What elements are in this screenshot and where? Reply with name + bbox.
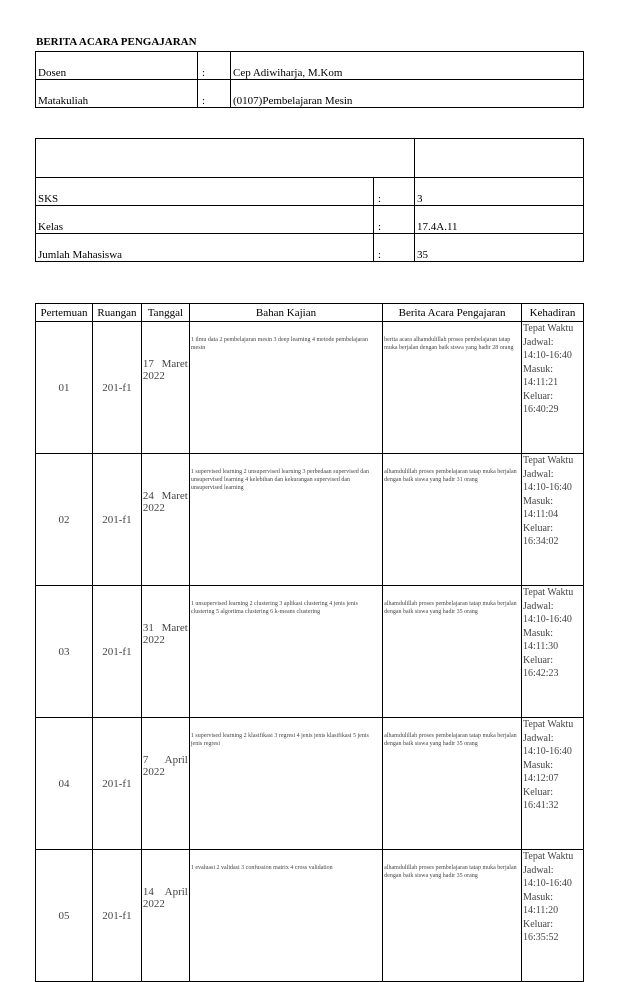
teaching-report-cell: alhamdulillah proses pembelajaran tatap muka berjalan dengan baik siswa yang hadir 35 orang [383,850,522,982]
date-day: 24 [142,490,154,502]
attendance-line: Tepat Waktu [523,323,574,334]
attendance-line: Keluar: [523,918,553,930]
teaching-report-cell: berita acara alhamdulillah proses pembelajaran tatap muka berjalan dengan baik siswa yang hadir 28 orang [383,322,522,454]
room-cell: 201-f1 [92,322,141,454]
teaching-report-cell: alhamdulillah proses pembelajaran tatap muka berjalan dengan baik siswa yang hadir 35 orang [383,586,522,718]
date-month: April [164,754,188,766]
info-label: Dosen [36,52,198,80]
table-header-row [36,304,584,322]
header-ruangan: Ruangan [92,304,141,322]
info-colon: : [198,52,231,80]
attendance-line: 14:10-16:40 [523,878,572,889]
info-value: (0107)Pembelajaran Mesin [231,80,584,108]
study-material-cell: 1 evaluasi 2 validasi 3 confussion matrix 4 cross validation [189,850,382,982]
info-row-kelas [36,206,584,234]
info-row-sks [36,178,584,206]
attendance-line: Keluar: [523,786,553,798]
attendance-line: Jadwal: [523,468,554,480]
teaching-log-table [35,303,584,982]
lecturer-info-table [35,51,584,108]
header-tanggal: Tanggal [141,304,189,322]
attendance-cell [522,718,584,850]
attendance-line: Keluar: [523,654,553,666]
table-row [36,586,584,718]
attendance-line: Jadwal: [523,600,554,612]
meeting-number: 02 [36,454,93,586]
date-cell [141,586,189,718]
attendance-line: 16:42:23 [523,668,559,679]
meeting-number: 04 [36,718,93,850]
date-day: 17 [142,358,154,370]
attendance-line: Masuk: [523,759,553,771]
info-label: Kelas [36,206,374,234]
info-row-dosen [36,52,584,80]
attendance-cell [522,850,584,982]
info-value: Cep Adiwiharja, M.Kom [231,52,584,80]
attendance-line: Tepat Waktu [523,455,574,466]
study-material-cell: 1 unsupervised learning 2 clustering 3 aplikasi clustering 4 jenis jenis clustering 5 algoritma clustering 6 k-means clustering [189,586,382,718]
header-kehadiran: Kehadiran [522,304,584,322]
date-day: 7 [142,754,149,766]
blank-header-row [36,139,584,178]
study-material-cell: 1 supervised learning 2 klasifikasi 3 regresi 4 jenis jenis klasifikasi 5 jenis jenis regresi [189,718,382,850]
attendance-line: Jadwal: [523,732,554,744]
info-colon: : [374,234,415,262]
attendance-cell [522,586,584,718]
meeting-number: 03 [36,586,93,718]
blank-cell [415,139,584,178]
attendance-line: Tepat Waktu [523,851,574,862]
info-label: Matakuliah [36,80,198,108]
attendance-line: Masuk: [523,891,553,903]
room-cell: 201-f1 [92,718,141,850]
info-value: 35 [415,234,584,262]
attendance-line: 16:40:29 [523,404,559,415]
attendance-line: 14:11:30 [523,641,559,652]
room-cell: 201-f1 [92,586,141,718]
attendance-line: 16:34:02 [523,536,559,547]
header-pertemuan: Pertemuan [36,304,93,322]
info-row-jumlah-mahasiswa [36,234,584,262]
date-cell [141,454,189,586]
teaching-report-cell: alhamdulillah proses pembelajaran tatap muka berjalan dengan baik siswa yang hadir 31 orang [383,454,522,586]
teaching-report-cell: alhamdulillah proses pembelajaran tatap muka berjalan dengan baik siswa yang hadir 35 orang [383,718,522,850]
attendance-line: 16:41:32 [523,800,559,811]
date-year: 2022 [142,634,165,646]
table-row [36,718,584,850]
info-label: Jumlah Mahasiswa [36,234,374,262]
date-day: 14 [142,886,154,898]
attendance-line: 14:11:04 [523,509,559,520]
attendance-line: Keluar: [523,390,553,402]
study-material-cell: 1 supervised learning 2 unsupervised learning 3 perbedaan supervised dan unsupervised learning 4 kelebihan dan kekurangan supervised dan unsupervised learning [189,454,382,586]
header-bahan-kajian: Bahan Kajian [189,304,382,322]
info-colon: : [374,206,415,234]
date-month: Maret [161,490,188,502]
info-value: 17.4A.11 [415,206,584,234]
attendance-cell [522,322,584,454]
info-row-matakuliah [36,80,584,108]
header-berita-acara: Berita Acara Pengajaran [383,304,522,322]
attendance-line: 14:10-16:40 [523,350,572,361]
room-cell: 201-f1 [92,850,141,982]
date-cell [141,718,189,850]
table-row [36,850,584,982]
meeting-number: 01 [36,322,93,454]
table-body [36,322,584,982]
study-material-cell: 1 ilmu data 2 pembelajaran mesin 3 deep learning 4 metode pembelajaran mesin [189,322,382,454]
date-cell [141,850,189,982]
document-title: BERITA ACARA PENGAJARAN [36,36,197,48]
meeting-number: 05 [36,850,93,982]
attendance-line: Tepat Waktu [523,587,574,598]
date-month: Maret [161,358,188,370]
info-label: SKS [36,178,374,206]
attendance-line: 14:10-16:40 [523,746,572,757]
date-year: 2022 [142,502,165,514]
date-month: Maret [161,622,188,634]
date-day: 31 [142,622,154,634]
date-year: 2022 [142,898,165,910]
attendance-line: Jadwal: [523,336,554,348]
info-colon: : [198,80,231,108]
course-info-table [35,138,584,262]
attendance-line: Masuk: [523,363,553,375]
attendance-line: Masuk: [523,627,553,639]
table-row [36,322,584,454]
date-month: April [164,886,188,898]
attendance-line: Jadwal: [523,864,554,876]
attendance-line: Masuk: [523,495,553,507]
date-year: 2022 [142,370,165,382]
info-colon: : [374,178,415,206]
attendance-cell [522,454,584,586]
date-year: 2022 [142,766,165,778]
attendance-line: 14:10-16:40 [523,482,572,493]
info-value: 3 [415,178,584,206]
room-cell: 201-f1 [92,454,141,586]
table-row [36,454,584,586]
attendance-line: Keluar: [523,522,553,534]
blank-cell [36,139,415,178]
attendance-line: 14:11:20 [523,905,559,916]
attendance-line: 14:12:07 [523,773,559,784]
attendance-line: 14:11:21 [523,377,559,388]
attendance-line: Tepat Waktu [523,719,574,730]
attendance-line: 16:35:52 [523,932,559,943]
date-cell [141,322,189,454]
attendance-line: 14:10-16:40 [523,614,572,625]
